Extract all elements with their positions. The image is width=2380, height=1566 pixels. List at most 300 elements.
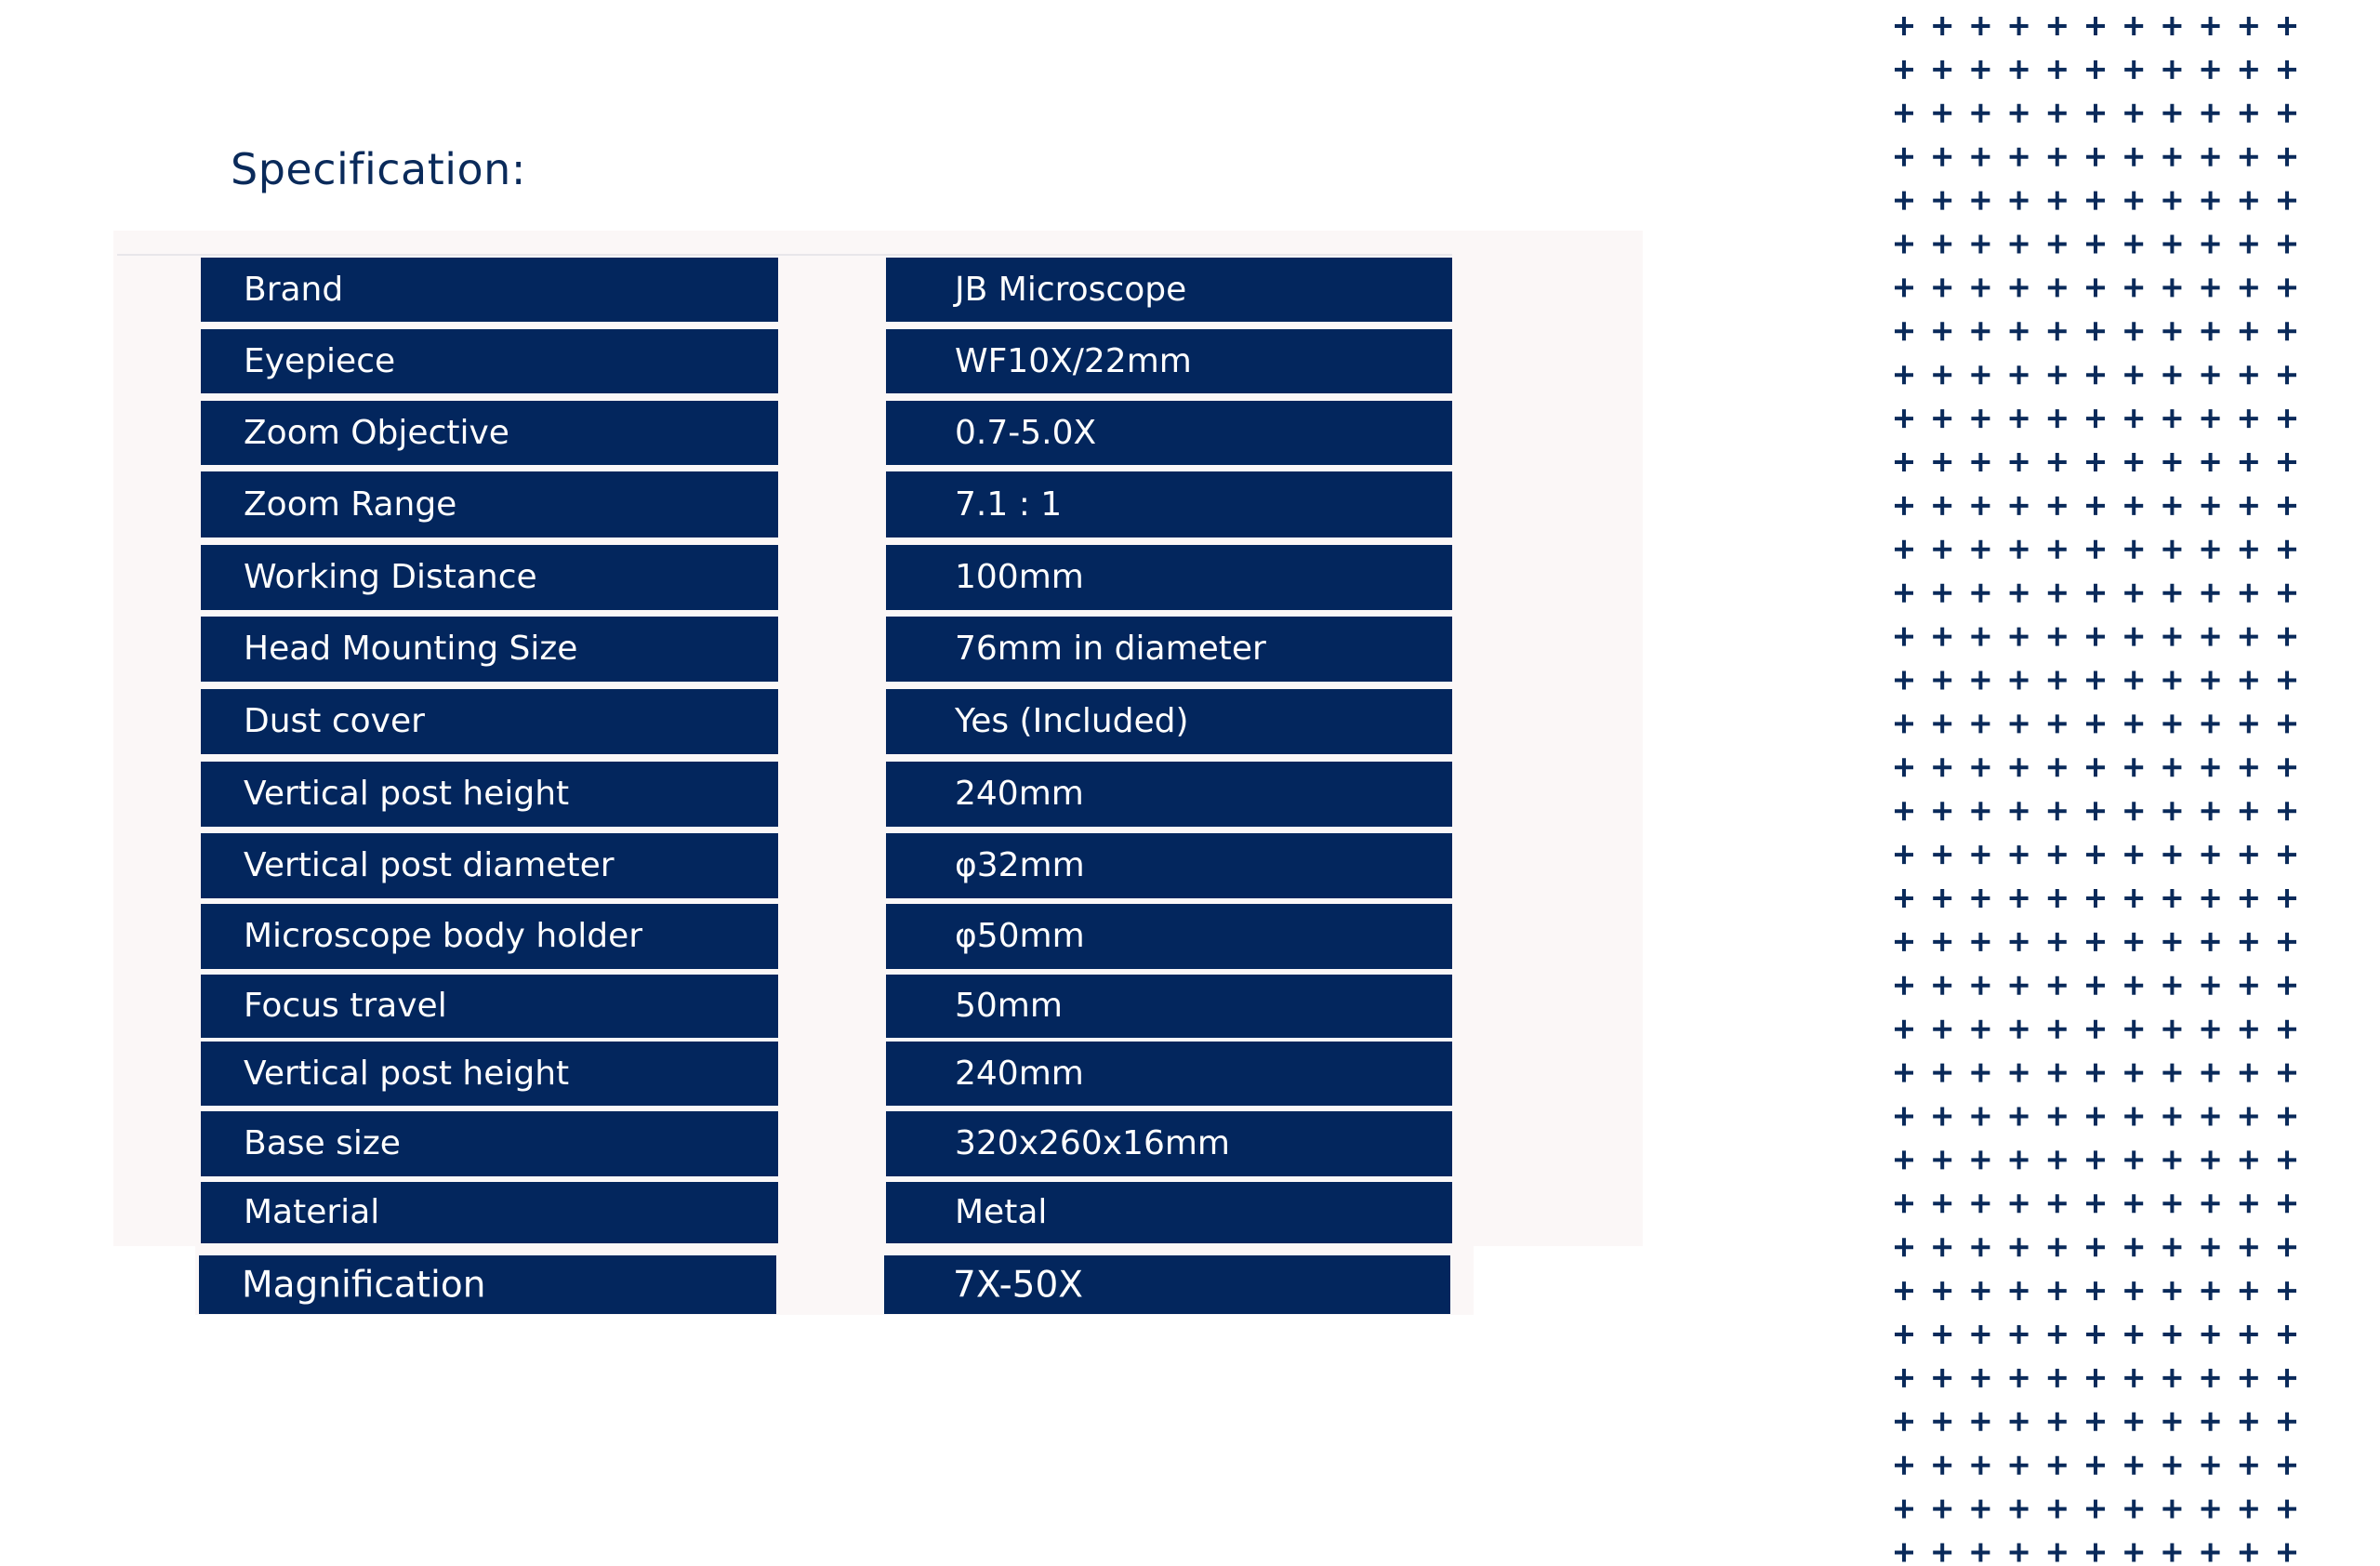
plus-icon: [2086, 1281, 2105, 1300]
plus-icon: [2162, 1020, 2181, 1039]
plus-icon: [1933, 671, 1951, 690]
plus-icon: [2240, 976, 2258, 995]
plus-icon: [2086, 1020, 2105, 1039]
plus-icon: [2162, 671, 2181, 690]
plus-icon: [2086, 235, 2105, 254]
spec-value-cell: [884, 1255, 1450, 1314]
plus-icon: [2010, 845, 2029, 864]
plus-icon: [2278, 802, 2296, 820]
plus-icon: [2162, 322, 2181, 340]
plus-icon: [1971, 714, 1990, 733]
plus-icon: [1895, 845, 1913, 864]
plus-icon: [2162, 497, 2181, 515]
plus-icon: [2048, 1064, 2067, 1082]
plus-icon: [2048, 1456, 2067, 1475]
plus-icon: [1971, 1281, 1990, 1300]
plus-icon: [2240, 278, 2258, 297]
spec-value: 76mm in diameter: [955, 630, 1266, 668]
plus-icon: [1895, 584, 1913, 603]
spec-label: Vertical post height: [244, 1054, 570, 1093]
plus-icon: [2010, 976, 2029, 995]
plus-icon: [2048, 1281, 2067, 1300]
plus-icon: [2202, 714, 2220, 733]
plus-icon: [2202, 322, 2220, 340]
plus-icon: [1971, 1325, 1990, 1344]
plus-icon: [2278, 1369, 2296, 1387]
plus-icon: [2010, 758, 2029, 776]
plus-icon: [1933, 1325, 1951, 1344]
plus-icon: [1933, 628, 1951, 646]
plus-icon: [2240, 584, 2258, 603]
plus-icon: [1971, 278, 1990, 297]
plus-icon: [1971, 889, 1990, 908]
spec-value-cell: [886, 258, 1452, 322]
plus-icon: [2202, 1369, 2220, 1387]
plus-icon: [2048, 628, 2067, 646]
plus-icon: [1933, 1150, 1951, 1169]
plus-icon: [1895, 322, 1913, 340]
plus-icon: [2162, 1325, 2181, 1344]
plus-icon: [2048, 802, 2067, 820]
spec-label: Vertical post height: [244, 775, 570, 813]
plus-icon: [2086, 1150, 2105, 1169]
plus-icon: [2202, 1413, 2220, 1431]
plus-icon: [1895, 1325, 1913, 1344]
plus-icon: [1971, 1150, 1990, 1169]
plus-icon: [2202, 235, 2220, 254]
plus-icon: [1933, 714, 1951, 733]
plus-icon: [1971, 17, 1990, 35]
plus-icon: [1971, 976, 1990, 995]
plus-icon: [2086, 497, 2105, 515]
plus-icon: [1895, 1369, 1913, 1387]
plus-icon: [2240, 671, 2258, 690]
plus-icon: [2086, 1108, 2105, 1126]
plus-icon: [2162, 192, 2181, 210]
spec-label-cell: [201, 833, 778, 898]
plus-icon: [2162, 1500, 2181, 1519]
plus-icon: [2240, 1064, 2258, 1082]
plus-icon: [1933, 845, 1951, 864]
plus-icon: [1971, 1413, 1990, 1431]
plus-icon: [2048, 889, 2067, 908]
plus-icon: [1933, 322, 1951, 340]
plus-icon: [2048, 453, 2067, 471]
plus-icon: [2010, 1456, 2029, 1475]
plus-icon: [2162, 17, 2181, 35]
plus-icon: [2202, 628, 2220, 646]
plus-icon: [2010, 148, 2029, 166]
spec-value: Yes (Included): [955, 702, 1189, 740]
plus-icon: [2124, 148, 2143, 166]
plus-icon: [2048, 497, 2067, 515]
plus-icon: [2278, 540, 2296, 559]
plus-icon: [2162, 1150, 2181, 1169]
spec-label: Zoom Range: [244, 484, 457, 524]
plus-icon: [1933, 1413, 1951, 1431]
plus-icon: [2048, 1194, 2067, 1213]
plus-icon: [2124, 409, 2143, 428]
plus-icon: [2240, 758, 2258, 776]
plus-icon: [1895, 365, 1913, 384]
plus-icon: [2278, 1281, 2296, 1300]
plus-icon: [2124, 1238, 2143, 1256]
plus-icon: [1971, 322, 1990, 340]
spec-label-cell: [201, 545, 778, 610]
plus-icon: [2240, 1281, 2258, 1300]
spec-value-cell: [886, 833, 1452, 898]
plus-icon: [2124, 1108, 2143, 1126]
plus-icon: [1933, 278, 1951, 297]
plus-icon: [2124, 1020, 2143, 1039]
plus-icon: [2010, 802, 2029, 820]
spec-value: 7X-50X: [953, 1264, 1084, 1306]
spec-value: φ50mm: [955, 917, 1085, 955]
plus-icon: [1895, 714, 1913, 733]
plus-icon: [2162, 1281, 2181, 1300]
plus-icon: [2240, 192, 2258, 210]
plus-icon: [1895, 1456, 1913, 1475]
plus-icon: [2202, 933, 2220, 951]
plus-icon: [1895, 1150, 1913, 1169]
plus-icon: [1971, 453, 1990, 471]
spec-value: 240mm: [955, 1054, 1084, 1093]
plus-icon: [1895, 60, 1913, 79]
plus-icon: [2124, 497, 2143, 515]
plus-icon: [2202, 60, 2220, 79]
plus-icon: [1971, 409, 1990, 428]
plus-icon: [2086, 540, 2105, 559]
plus-icon: [2240, 497, 2258, 515]
plus-icon: [1933, 17, 1951, 35]
plus-icon: [2086, 409, 2105, 428]
plus-icon: [2162, 235, 2181, 254]
plus-icon: [2278, 235, 2296, 254]
plus-icon: [1895, 192, 1913, 210]
plus-icon: [2162, 1064, 2181, 1082]
plus-icon: [1895, 1500, 1913, 1519]
plus-icon: [2048, 365, 2067, 384]
plus-icon: [2202, 1020, 2220, 1039]
plus-icon: [2162, 60, 2181, 79]
plus-icon: [2124, 1456, 2143, 1475]
plus-icon: [2124, 802, 2143, 820]
plus-icon: [2010, 889, 2029, 908]
plus-icon: [2010, 1281, 2029, 1300]
plus-icon: [2124, 1544, 2143, 1562]
plus-icon: [2162, 976, 2181, 995]
plus-icon: [2048, 758, 2067, 776]
plus-icon: [2124, 758, 2143, 776]
plus-icon: [1933, 60, 1951, 79]
plus-icon: [2240, 104, 2258, 123]
spec-label: Zoom Objective: [244, 413, 509, 452]
plus-icon: [2010, 1150, 2029, 1169]
plus-icon: [2086, 845, 2105, 864]
plus-icon: [1971, 1194, 1990, 1213]
plus-icon: [1971, 540, 1990, 559]
plus-icon: [1895, 802, 1913, 820]
plus-icon: [2010, 235, 2029, 254]
plus-icon: [2010, 365, 2029, 384]
spec-label: Magnification: [242, 1264, 486, 1306]
spec-value-cell: [886, 545, 1452, 610]
spec-label-cell: [201, 1042, 778, 1106]
plus-icon: [2202, 453, 2220, 471]
plus-icon: [2162, 453, 2181, 471]
plus-icon: [2240, 540, 2258, 559]
spec-label-cell: [201, 617, 778, 682]
plus-icon: [2202, 1064, 2220, 1082]
spec-value-cell: [886, 975, 1452, 1038]
plus-icon: [2048, 540, 2067, 559]
plus-icon: [1933, 584, 1951, 603]
plus-icon: [2202, 584, 2220, 603]
plus-icon: [2086, 1194, 2105, 1213]
plus-icon: [2202, 1281, 2220, 1300]
plus-icon: [2010, 1413, 2029, 1431]
plus-icon: [2124, 845, 2143, 864]
spec-value-cell: [886, 401, 1452, 465]
spec-label: Head Mounting Size: [244, 630, 578, 668]
plus-icon: [2202, 802, 2220, 820]
plus-icon: [1933, 365, 1951, 384]
plus-icon: [2162, 628, 2181, 646]
plus-icon: [2124, 1413, 2143, 1431]
plus-icon: [2048, 671, 2067, 690]
plus-icon: [1933, 409, 1951, 428]
plus-icon: [1933, 1020, 1951, 1039]
plus-icon: [2086, 192, 2105, 210]
plus-icon: [2240, 1150, 2258, 1169]
plus-icon: [2086, 802, 2105, 820]
plus-icon: [2010, 933, 2029, 951]
plus-icon: [2010, 453, 2029, 471]
plus-icon: [2124, 1064, 2143, 1082]
plus-icon: [1895, 976, 1913, 995]
spec-label-cell: [201, 975, 778, 1038]
spec-value: 320x260x16mm: [955, 1124, 1230, 1162]
plus-icon: [2048, 60, 2067, 79]
plus-icon: [2202, 104, 2220, 123]
spec-label: Vertical post diameter: [244, 846, 615, 884]
spec-value-cell: [886, 1111, 1452, 1176]
plus-icon: [1895, 1020, 1913, 1039]
plus-icon: [2278, 409, 2296, 428]
plus-icon: [2278, 714, 2296, 733]
spec-panel-divider: [117, 254, 1452, 256]
plus-icon: [2162, 1369, 2181, 1387]
plus-icon: [1933, 889, 1951, 908]
plus-icon: [2048, 1500, 2067, 1519]
plus-icon: [2278, 1150, 2296, 1169]
plus-icon: [2278, 1238, 2296, 1256]
plus-icon: [2278, 453, 2296, 471]
plus-icon: [2124, 933, 2143, 951]
spec-value-cell: [886, 471, 1452, 537]
plus-icon: [1971, 1500, 1990, 1519]
plus-icon: [2086, 17, 2105, 35]
plus-icon: [2124, 1369, 2143, 1387]
plus-icon: [2278, 497, 2296, 515]
plus-icon: [1933, 1369, 1951, 1387]
plus-icon: [2010, 322, 2029, 340]
plus-icon: [1895, 1238, 1913, 1256]
plus-icon: [2010, 278, 2029, 297]
plus-icon: [2202, 1238, 2220, 1256]
plus-icon: [2124, 1281, 2143, 1300]
plus-icon: [2010, 409, 2029, 428]
plus-icon: [2048, 1413, 2067, 1431]
plus-icon: [2124, 1150, 2143, 1169]
plus-icon: [2278, 1020, 2296, 1039]
plus-icon: [2086, 453, 2105, 471]
plus-icon: [2124, 104, 2143, 123]
plus-icon: [2048, 235, 2067, 254]
plus-icon: [1933, 192, 1951, 210]
plus-icon: [2162, 1544, 2181, 1562]
plus-icon: [2162, 1108, 2181, 1126]
plus-icon: [2048, 1150, 2067, 1169]
plus-icon: [2124, 540, 2143, 559]
plus-icon: [2086, 278, 2105, 297]
plus-icon: [2278, 889, 2296, 908]
plus-icon: [2010, 1238, 2029, 1256]
plus-icon: [2202, 540, 2220, 559]
plus-icon: [2124, 322, 2143, 340]
plus-icon: [1895, 278, 1913, 297]
plus-icon: [2278, 628, 2296, 646]
plus-icon: [2240, 845, 2258, 864]
plus-icon: [1971, 497, 1990, 515]
plus-icon: [1971, 192, 1990, 210]
plus-icon: [1971, 148, 1990, 166]
spec-value: WF10X/22mm: [955, 341, 1192, 380]
spec-value: Metal: [955, 1193, 1048, 1231]
plus-icon: [2086, 60, 2105, 79]
plus-icon: [2010, 1500, 2029, 1519]
plus-icon: [2124, 714, 2143, 733]
plus-icon: [2124, 628, 2143, 646]
plus-icon: [1895, 540, 1913, 559]
plus-icon: [2278, 845, 2296, 864]
plus-icon: [1971, 1108, 1990, 1126]
plus-icon: [2010, 540, 2029, 559]
plus-icon: [2010, 1020, 2029, 1039]
plus-icon: [2124, 453, 2143, 471]
plus-icon: [2124, 1500, 2143, 1519]
plus-icon: [2048, 933, 2067, 951]
plus-icon: [2048, 278, 2067, 297]
plus-icon: [2278, 322, 2296, 340]
plus-icon: [2010, 671, 2029, 690]
plus-icon: [2240, 365, 2258, 384]
spec-label-cell: [201, 329, 778, 393]
plus-icon: [2048, 104, 2067, 123]
plus-icon: [2086, 714, 2105, 733]
plus-icon: [2240, 235, 2258, 254]
page-title: Specification:: [231, 144, 526, 194]
plus-icon: [2048, 976, 2067, 995]
plus-icon: [2124, 1325, 2143, 1344]
plus-icon: [2124, 192, 2143, 210]
spec-label: Eyepiece: [244, 341, 396, 380]
plus-icon: [2202, 1150, 2220, 1169]
plus-icon: [1933, 1108, 1951, 1126]
plus-icon: [1933, 1064, 1951, 1082]
spec-label-cell: [201, 762, 778, 827]
plus-icon: [2278, 933, 2296, 951]
plus-icon: [2124, 235, 2143, 254]
plus-icon: [1971, 235, 1990, 254]
plus-icon: [2162, 148, 2181, 166]
spec-label: Brand: [244, 270, 344, 309]
plus-icon: [2202, 192, 2220, 210]
spec-label: Base size: [244, 1124, 401, 1162]
plus-icon: [2086, 365, 2105, 384]
spec-value: φ32mm: [955, 846, 1085, 884]
plus-icon: [2162, 409, 2181, 428]
spec-label: Working Distance: [244, 558, 537, 596]
plus-icon: [2086, 148, 2105, 166]
spec-value: 240mm: [955, 775, 1084, 813]
plus-icon: [1971, 845, 1990, 864]
plus-icon: [2202, 758, 2220, 776]
plus-icon: [2010, 1544, 2029, 1562]
plus-icon: [1895, 1108, 1913, 1126]
plus-icon: [2202, 17, 2220, 35]
spec-label-cell: [201, 904, 778, 969]
spec-label-cell: [201, 258, 778, 322]
plus-icon: [2278, 17, 2296, 35]
plus-icon: [2240, 628, 2258, 646]
spec-value-cell: [886, 1182, 1452, 1243]
plus-icon: [2240, 1108, 2258, 1126]
plus-icon: [1933, 148, 1951, 166]
spec-value: 50mm: [955, 987, 1063, 1025]
plus-icon: [2010, 1194, 2029, 1213]
plus-icon: [1933, 497, 1951, 515]
spec-value: 0.7-5.0X: [955, 413, 1097, 452]
plus-icon: [2202, 671, 2220, 690]
plus-icon: [2010, 17, 2029, 35]
plus-icon: [2086, 322, 2105, 340]
plus-icon: [2162, 933, 2181, 951]
plus-icon: [2240, 802, 2258, 820]
plus-icon: [1933, 976, 1951, 995]
plus-icon: [1971, 671, 1990, 690]
plus-icon: [1971, 1020, 1990, 1039]
plus-icon: [2162, 1456, 2181, 1475]
plus-icon: [2162, 278, 2181, 297]
plus-icon: [1971, 584, 1990, 603]
plus-icon: [2240, 1369, 2258, 1387]
spec-value-cell: [886, 329, 1452, 393]
plus-icon: [1971, 1064, 1990, 1082]
plus-icon: [2086, 1544, 2105, 1562]
plus-icon: [1971, 628, 1990, 646]
plus-icon: [2086, 1456, 2105, 1475]
plus-icon: [2124, 365, 2143, 384]
plus-icon: [2010, 628, 2029, 646]
plus-icon: [1933, 802, 1951, 820]
spec-label-cell: [201, 1111, 778, 1176]
spec-value: 100mm: [955, 558, 1084, 596]
plus-icon: [2202, 1544, 2220, 1562]
plus-icon: [1895, 889, 1913, 908]
plus-icon: [2124, 584, 2143, 603]
plus-icon: [2010, 1369, 2029, 1387]
